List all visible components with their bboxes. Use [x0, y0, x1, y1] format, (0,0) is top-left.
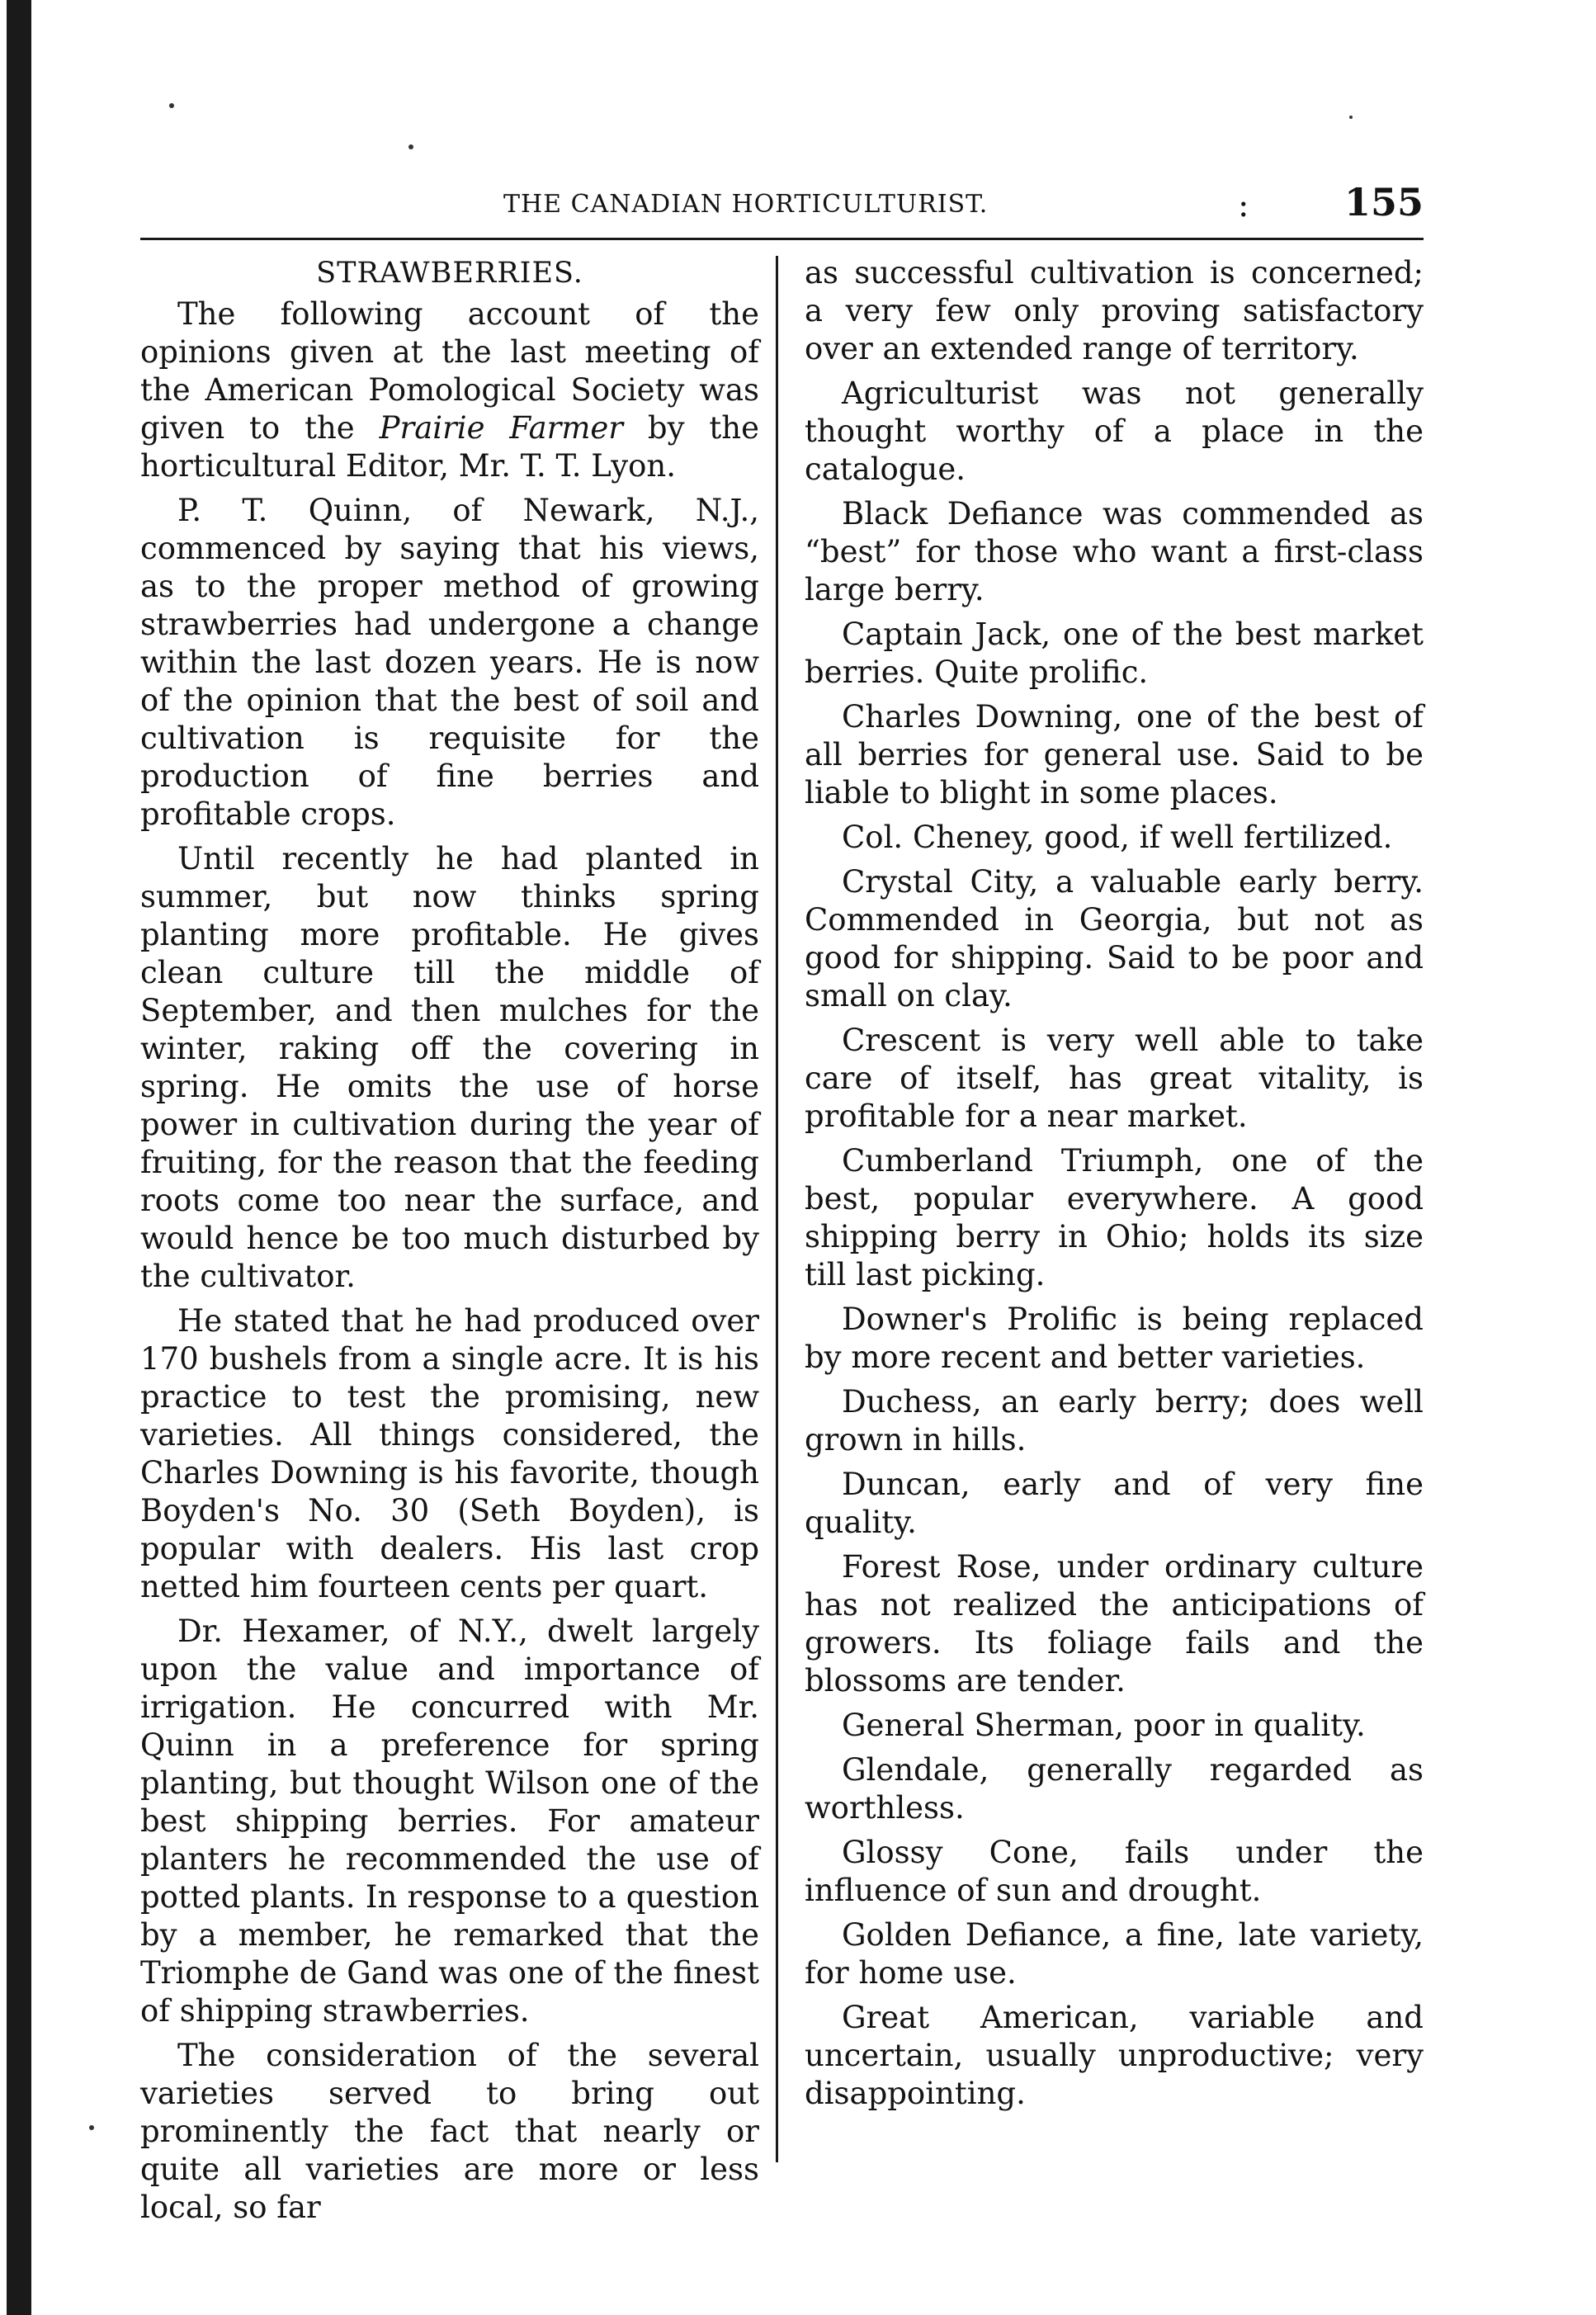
header-mark: : — [1238, 187, 1249, 224]
variety-entry: Crescent is very well able to take care of itself, has great vitality, is profitable for a near market. — [805, 1023, 1424, 1134]
paragraph-continued: as successful cultivation is concerned; a very few only proving satisfactory over an extended range of territory. — [805, 255, 1424, 366]
header-rule — [140, 238, 1424, 240]
variety-entry: Duncan, early and of very fine quality. — [805, 1467, 1424, 1540]
variety-entry: Cumberland Triumph, one of the best, popular everywhere. A good shipping berry in Ohio; holds its size till last picking. — [805, 1143, 1424, 1292]
publication-name: Prairie Farmer — [379, 410, 623, 446]
column-rule — [776, 256, 778, 2162]
intro-paragraph — [140, 295, 759, 485]
variety-entry: Golden Defiance, a fine, late variety, for home use. — [805, 1917, 1424, 1991]
variety-entry: Downer's Prolific is being replaced by more recent and better varieties. — [805, 1302, 1424, 1375]
variety-entry: Charles Downing, one of the best of all berries for general use. Said to be liable to blight in some places. — [805, 699, 1424, 810]
paragraph: He stated that he had produced over 170 bushels from a single acre. It is his practice to test the promising, new varieties. All things considered, the Charles Downing is his favorite, though Boyden's No. 30 (Seth Boyden), is popular with dealers. His last crop netted him fourteen cents per quart. — [140, 1303, 759, 1604]
paper-speck — [169, 103, 174, 108]
page-header — [140, 180, 1424, 238]
right-column — [805, 254, 1424, 2119]
running-head: THE CANADIAN HORTICULTURIST. — [503, 190, 989, 219]
paragraph: P. T. Quinn, of Newark, N.J., commenced by saying that his views, as to the proper method of growing strawberries had undergone a change within the last dozen years. He is now of the opinion that the best of soil and cultivation is requisite for the production of fine berries and profitable crops. — [140, 493, 759, 832]
variety-entry: Col. Cheney, good, if well fertilized. — [842, 820, 1393, 855]
variety-entry: Great American, variable and uncertain, usually unproductive; very disappointing. — [805, 2000, 1424, 2111]
page-number: 155 — [1343, 180, 1424, 224]
paragraph: The consideration of the several varieties served to bring out prominently the fact that nearly or quite all varieties are more or less local, so far — [140, 2038, 759, 2225]
left-column — [140, 254, 759, 2233]
variety-entry: Black Defiance was commended as “best” for those who want a first-class large berry. — [805, 496, 1424, 607]
intro-text: The following account of the opinions given at the last meeting of the American Pomological Society was given to the — [140, 296, 759, 446]
variety-entry: Captain Jack, one of the best market berries. Quite prolific. — [805, 617, 1424, 690]
variety-entry: Crystal City, a valuable early berry. Commended in Georgia, but not as good for shipping. Said to be poor and small on clay. — [805, 864, 1424, 1013]
variety-entry: Glossy Cone, fails under the influence of sun and drought. — [805, 1835, 1424, 1908]
paper-speck — [1349, 116, 1353, 119]
intro-text-end: by the horticultural Editor, Mr. T. T. Lyon. — [140, 410, 759, 484]
paragraph: Dr. Hexamer, of N.Y., dwelt largely upon the value and importance of irrigation. He concurred with Mr. Quinn in a preference for spring planting, but thought Wilson one of the best shipping berries. For amateur planters he recommended the use of potted plants. In response to a question by a member, he remarked that the Triomphe de Gand was one of the finest of shipping strawberries. — [140, 1613, 759, 2029]
paper-speck — [89, 2125, 94, 2130]
variety-entry: Forest Rose, under ordinary culture has not realized the anticipations of growers. Its foliage fails and the blossoms are tender. — [805, 1549, 1424, 1698]
variety-entry: General Sherman, poor in quality. — [842, 1708, 1366, 1743]
variety-entry: Glendale, generally regarded as worthless. — [805, 1752, 1424, 1826]
paper-speck — [408, 144, 413, 149]
paragraph: Until recently he had planted in summer, but now thinks spring planting more profitable. He gives clean culture till the middle of September, and then mulches for the winter, raking off the covering in spring. He omits the use of horse power in cultivation during the year of fruiting, for the reason that the feeding roots come too near the surface, and would hence be too much disturbed by the cultivator. — [140, 841, 759, 1294]
variety-entry: Agriculturist was not generally thought worthy of a place in the catalogue. — [805, 376, 1424, 487]
article-title: STRAWBERRIES. — [316, 257, 583, 290]
variety-entry: Duchess, an early berry; does well grown in hills. — [805, 1384, 1424, 1458]
binding-edge — [7, 0, 31, 2315]
